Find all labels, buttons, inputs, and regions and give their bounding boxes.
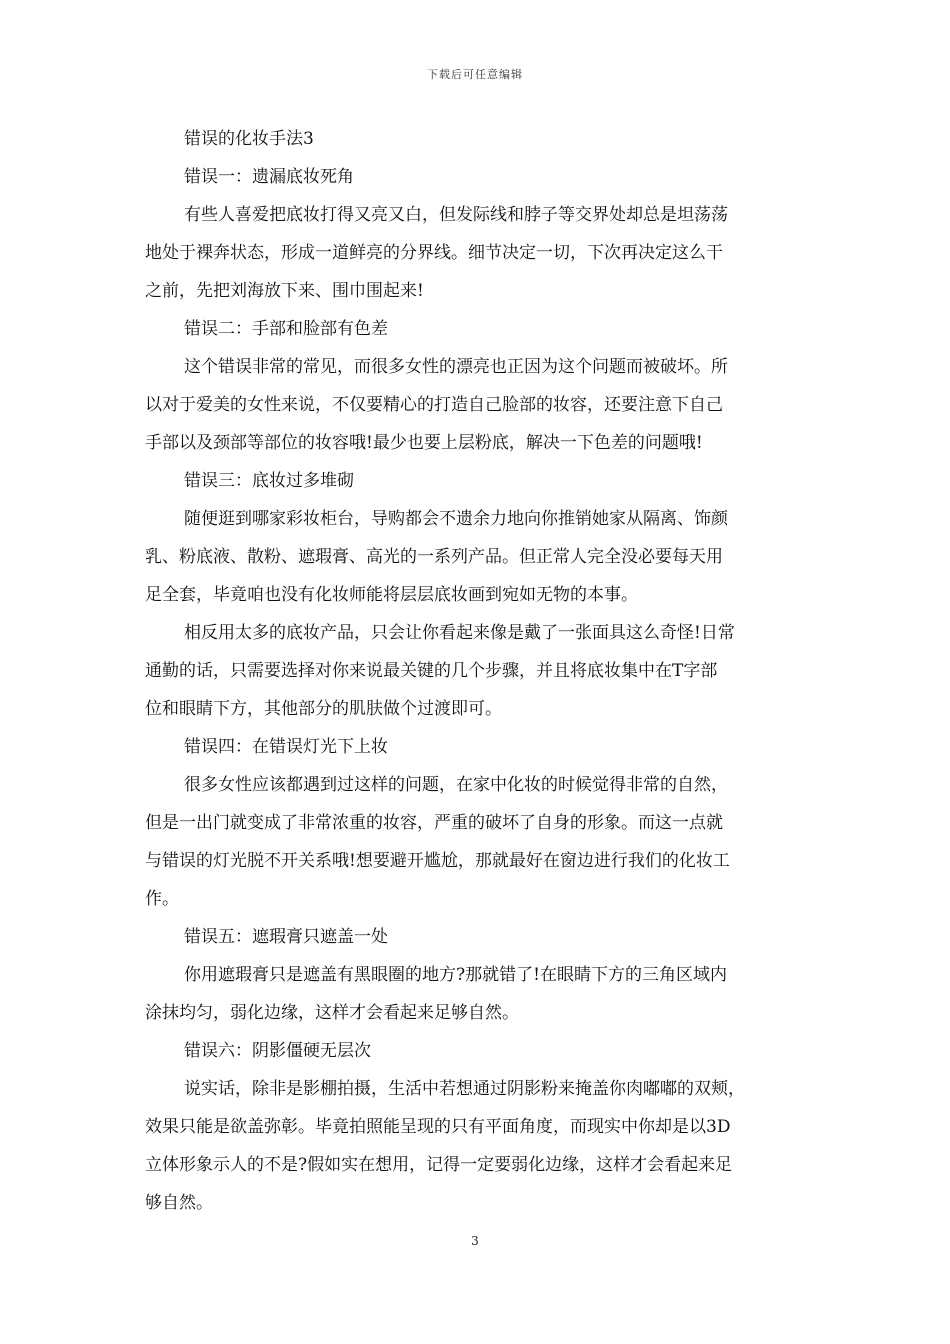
paragraph-line: 足全套，毕竟咱也没有化妆师能将层层底妆画到宛如无物的本事。 <box>145 585 638 605</box>
paragraph-line: 说实话，除非是影棚拍摄，生活中若想通过阴影粉来掩盖你肉嘟嘟的双颊， <box>184 1079 745 1099</box>
page-number: 3 <box>471 1234 479 1248</box>
section-4 <box>145 728 810 918</box>
paragraph <box>145 614 810 728</box>
document-body <box>145 120 810 1222</box>
section-1 <box>145 158 810 310</box>
paragraph <box>145 500 810 614</box>
paragraph-line: 立体形象示人的不是?假如实在想用，记得一定要弱化边缘，这样才会看起来足 <box>145 1155 733 1175</box>
section-heading: 错误四：在错误灯光下上妆 <box>184 737 388 757</box>
paragraph-line: 但是一出门就变成了非常浓重的妆容，严重的破坏了自身的形象。而这一点就 <box>145 813 723 833</box>
section-heading: 错误五：遮瑕膏只遮盖一处 <box>184 927 388 947</box>
paragraph-line: 乳、粉底液、散粉、遮瑕膏、高光的一系列产品。但正常人完全没必要每天用 <box>145 547 723 567</box>
section-2 <box>145 310 810 462</box>
paragraph-line: 很多女性应该都遇到过这样的问题，在家中化妆的时候觉得非常的自然， <box>184 775 728 795</box>
paragraph-line: 涂抹均匀，弱化边缘，这样才会看起来足够自然。 <box>145 1003 519 1023</box>
document-title: 错误的化妆手法3 <box>184 129 314 149</box>
section-heading: 错误一：遗漏底妆死角 <box>184 167 354 187</box>
paragraph-line: 相反用太多的底妆产品，只会让你看起来像是戴了一张面具这么奇怪!日常 <box>184 623 735 643</box>
paragraph <box>145 1070 810 1222</box>
page-header: 下载后可任意编辑 <box>427 68 523 81</box>
paragraph-line: 随便逛到哪家彩妆柜台，导购都会不遗余力地向你推销她家从隔离、饰颜 <box>184 509 728 529</box>
section-5 <box>145 918 810 1032</box>
paragraph-line: 你用遮瑕膏只是遮盖有黑眼圈的地方?那就错了!在眼睛下方的三角区域内 <box>184 965 727 985</box>
paragraph-line: 这个错误非常的常见，而很多女性的漂亮也正因为这个问题而被破坏。所 <box>184 357 728 377</box>
paragraph-line: 之前，先把刘海放下来、围巾围起来! <box>145 281 424 301</box>
paragraph <box>145 348 810 462</box>
paragraph-line: 通勤的话，只需要选择对你来说最关键的几个步骤，并且将底妆集中在T字部 <box>145 661 718 681</box>
section-heading: 错误三：底妆过多堆砌 <box>184 471 354 491</box>
paragraph <box>145 766 810 918</box>
paragraph-line: 位和眼睛下方，其他部分的肌肤做个过渡即可。 <box>145 699 502 719</box>
paragraph-line: 手部以及颈部等部位的妆容哦!最少也要上层粉底，解决一下色差的问题哦! <box>145 433 703 453</box>
section-heading: 错误六：阴影僵硬无层次 <box>184 1041 371 1061</box>
section-3 <box>145 462 810 728</box>
section-heading: 错误二：手部和脸部有色差 <box>184 319 388 339</box>
paragraph <box>145 196 810 310</box>
paragraph-line: 有些人喜爱把底妆打得又亮又白，但发际线和脖子等交界处却总是坦荡荡 <box>184 205 728 225</box>
section-6 <box>145 1032 810 1222</box>
paragraph-line: 以对于爱美的女性来说，不仅要精心的打造自己脸部的妆容，还要注意下自己 <box>145 395 723 415</box>
paragraph-line: 地处于裸奔状态，形成一道鲜亮的分界线。细节决定一切，下次再决定这么干 <box>145 243 723 263</box>
paragraph-line: 效果只能是欲盖弥彰。毕竟拍照能呈现的只有平面角度，而现实中你却是以3D <box>145 1117 731 1137</box>
paragraph <box>145 956 810 1032</box>
paragraph-line: 够自然。 <box>145 1193 213 1213</box>
paragraph-line: 与错误的灯光脱不开关系哦!想要避开尴尬，那就最好在窗边进行我们的化妆工 <box>145 851 730 871</box>
paragraph-line: 作。 <box>145 889 179 909</box>
